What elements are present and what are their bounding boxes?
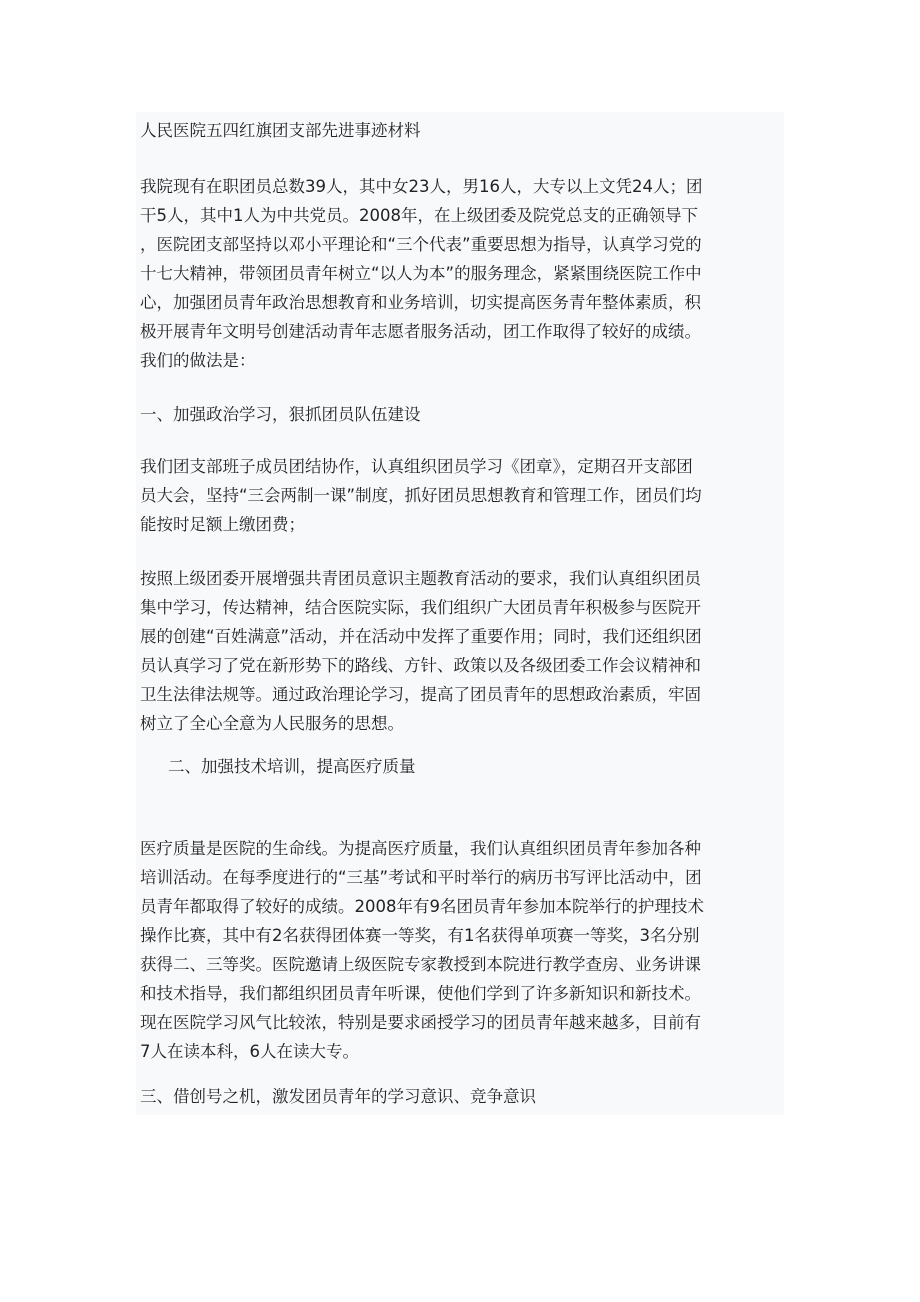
section-2-heading: 二、加强技术培训，提高医疗质量 (168, 757, 416, 776)
intro-line: 心，加强团员青年政治思想教育和业务培训，切实提高医务青年整体素质，积 (140, 293, 701, 312)
section-1-paragraph-2-line: 集中学习，传达精神，结合医院实际，我们组织广大团员青年积极参与医院开 (140, 598, 701, 617)
section-2-paragraph-line: 培训活动。在每季度进行的“三基”考试和平时举行的病历书写评比活动中，团 (140, 868, 702, 887)
intro-line: 十七大精神，带领团员青年树立“以人为本”的服务理念，紧紧围绕医院工作中 (140, 264, 702, 283)
section-1-paragraph-2-line: 树立了全心全意为人民服务的思想。 (140, 714, 404, 733)
section-2-paragraph-line: 和技术指导，我们都组织团员青年听课，使他们学到了许多新知识和新技术。 (140, 984, 701, 1003)
section-1-paragraph-1-line: 员大会，坚持“三会两制一课”制度，抓好团员思想教育和管理工作，团员们均 (140, 486, 702, 505)
intro-line: ，医院团支部坚持以邓小平理论和“三个代表”重要思想为指导，认真学习党的 (140, 235, 702, 254)
section-2-paragraph-line: 7人在读本科，6人在读大专。 (140, 1042, 359, 1061)
section-1-paragraph-2-line: 员认真学习了党在新形势下的路线、方针、政策以及各级团委工作会议精神和 (140, 656, 701, 675)
section-2-paragraph-line: 员青年都取得了较好的成绩。2008年有9名团员青年参加本院举行的护理技术 (140, 897, 704, 916)
intro-line: 我院现有在职团员总数39人，其中女23人，男16人，大专以上文凭24人；团 (140, 177, 703, 196)
section-2-paragraph-line: 现在医院学习风气比较浓，特别是要求函授学习的团员青年越来越多，目前有 (140, 1013, 701, 1032)
section-1-paragraph-1-line: 我们团支部班子成员团结协作，认真组织团员学习《团章》，定期召开支部团 (140, 457, 693, 476)
section-2-paragraph-line: 医疗质量是医院的生命线。为提高医疗质量，我们认真组织团员青年参加各种 (140, 839, 701, 858)
section-1-heading: 一、加强政治学习，狠抓团员队伍建设 (140, 405, 421, 424)
section-2-paragraph-line: 获得二、三等奖。医院邀请上级医院专家教授到本院进行教学查房、业务讲课 (140, 955, 701, 974)
section-1-paragraph-2-line: 展的创建“百姓满意”活动，并在活动中发挥了重要作用；同时，我们还组织团 (140, 627, 702, 646)
document-page (136, 112, 784, 1115)
section-1-paragraph-2-line: 按照上级团委开展增强共青团员意识主题教育活动的要求，我们认真组织团员 (140, 569, 701, 588)
section-2-paragraph-line: 操作比赛，其中有2名获得团体赛一等奖，有1名获得单项赛一等奖，3名分别 (140, 926, 700, 945)
section-1-paragraph-1-line: 能按时足额上缴团费； (140, 515, 305, 534)
section-1-paragraph-2-line: 卫生法律法规等。通过政治理论学习，提高了团员青年的思想政治素质，牢固 (140, 685, 701, 704)
document-title: 人民医院五四红旗团支部先进事迹材料 (140, 121, 421, 140)
intro-line: 干5人，其中1人为中共党员。2008年，在上级团委及院党总支的正确领导下 (140, 206, 698, 225)
intro-line: 极开展青年文明号创建活动青年志愿者服务活动，团工作取得了较好的成绩。 (140, 322, 701, 341)
section-3-heading: 三、借创号之机，激发团员青年的学习意识、竞争意识 (140, 1087, 536, 1106)
intro-line: 我们的做法是： (140, 351, 256, 370)
